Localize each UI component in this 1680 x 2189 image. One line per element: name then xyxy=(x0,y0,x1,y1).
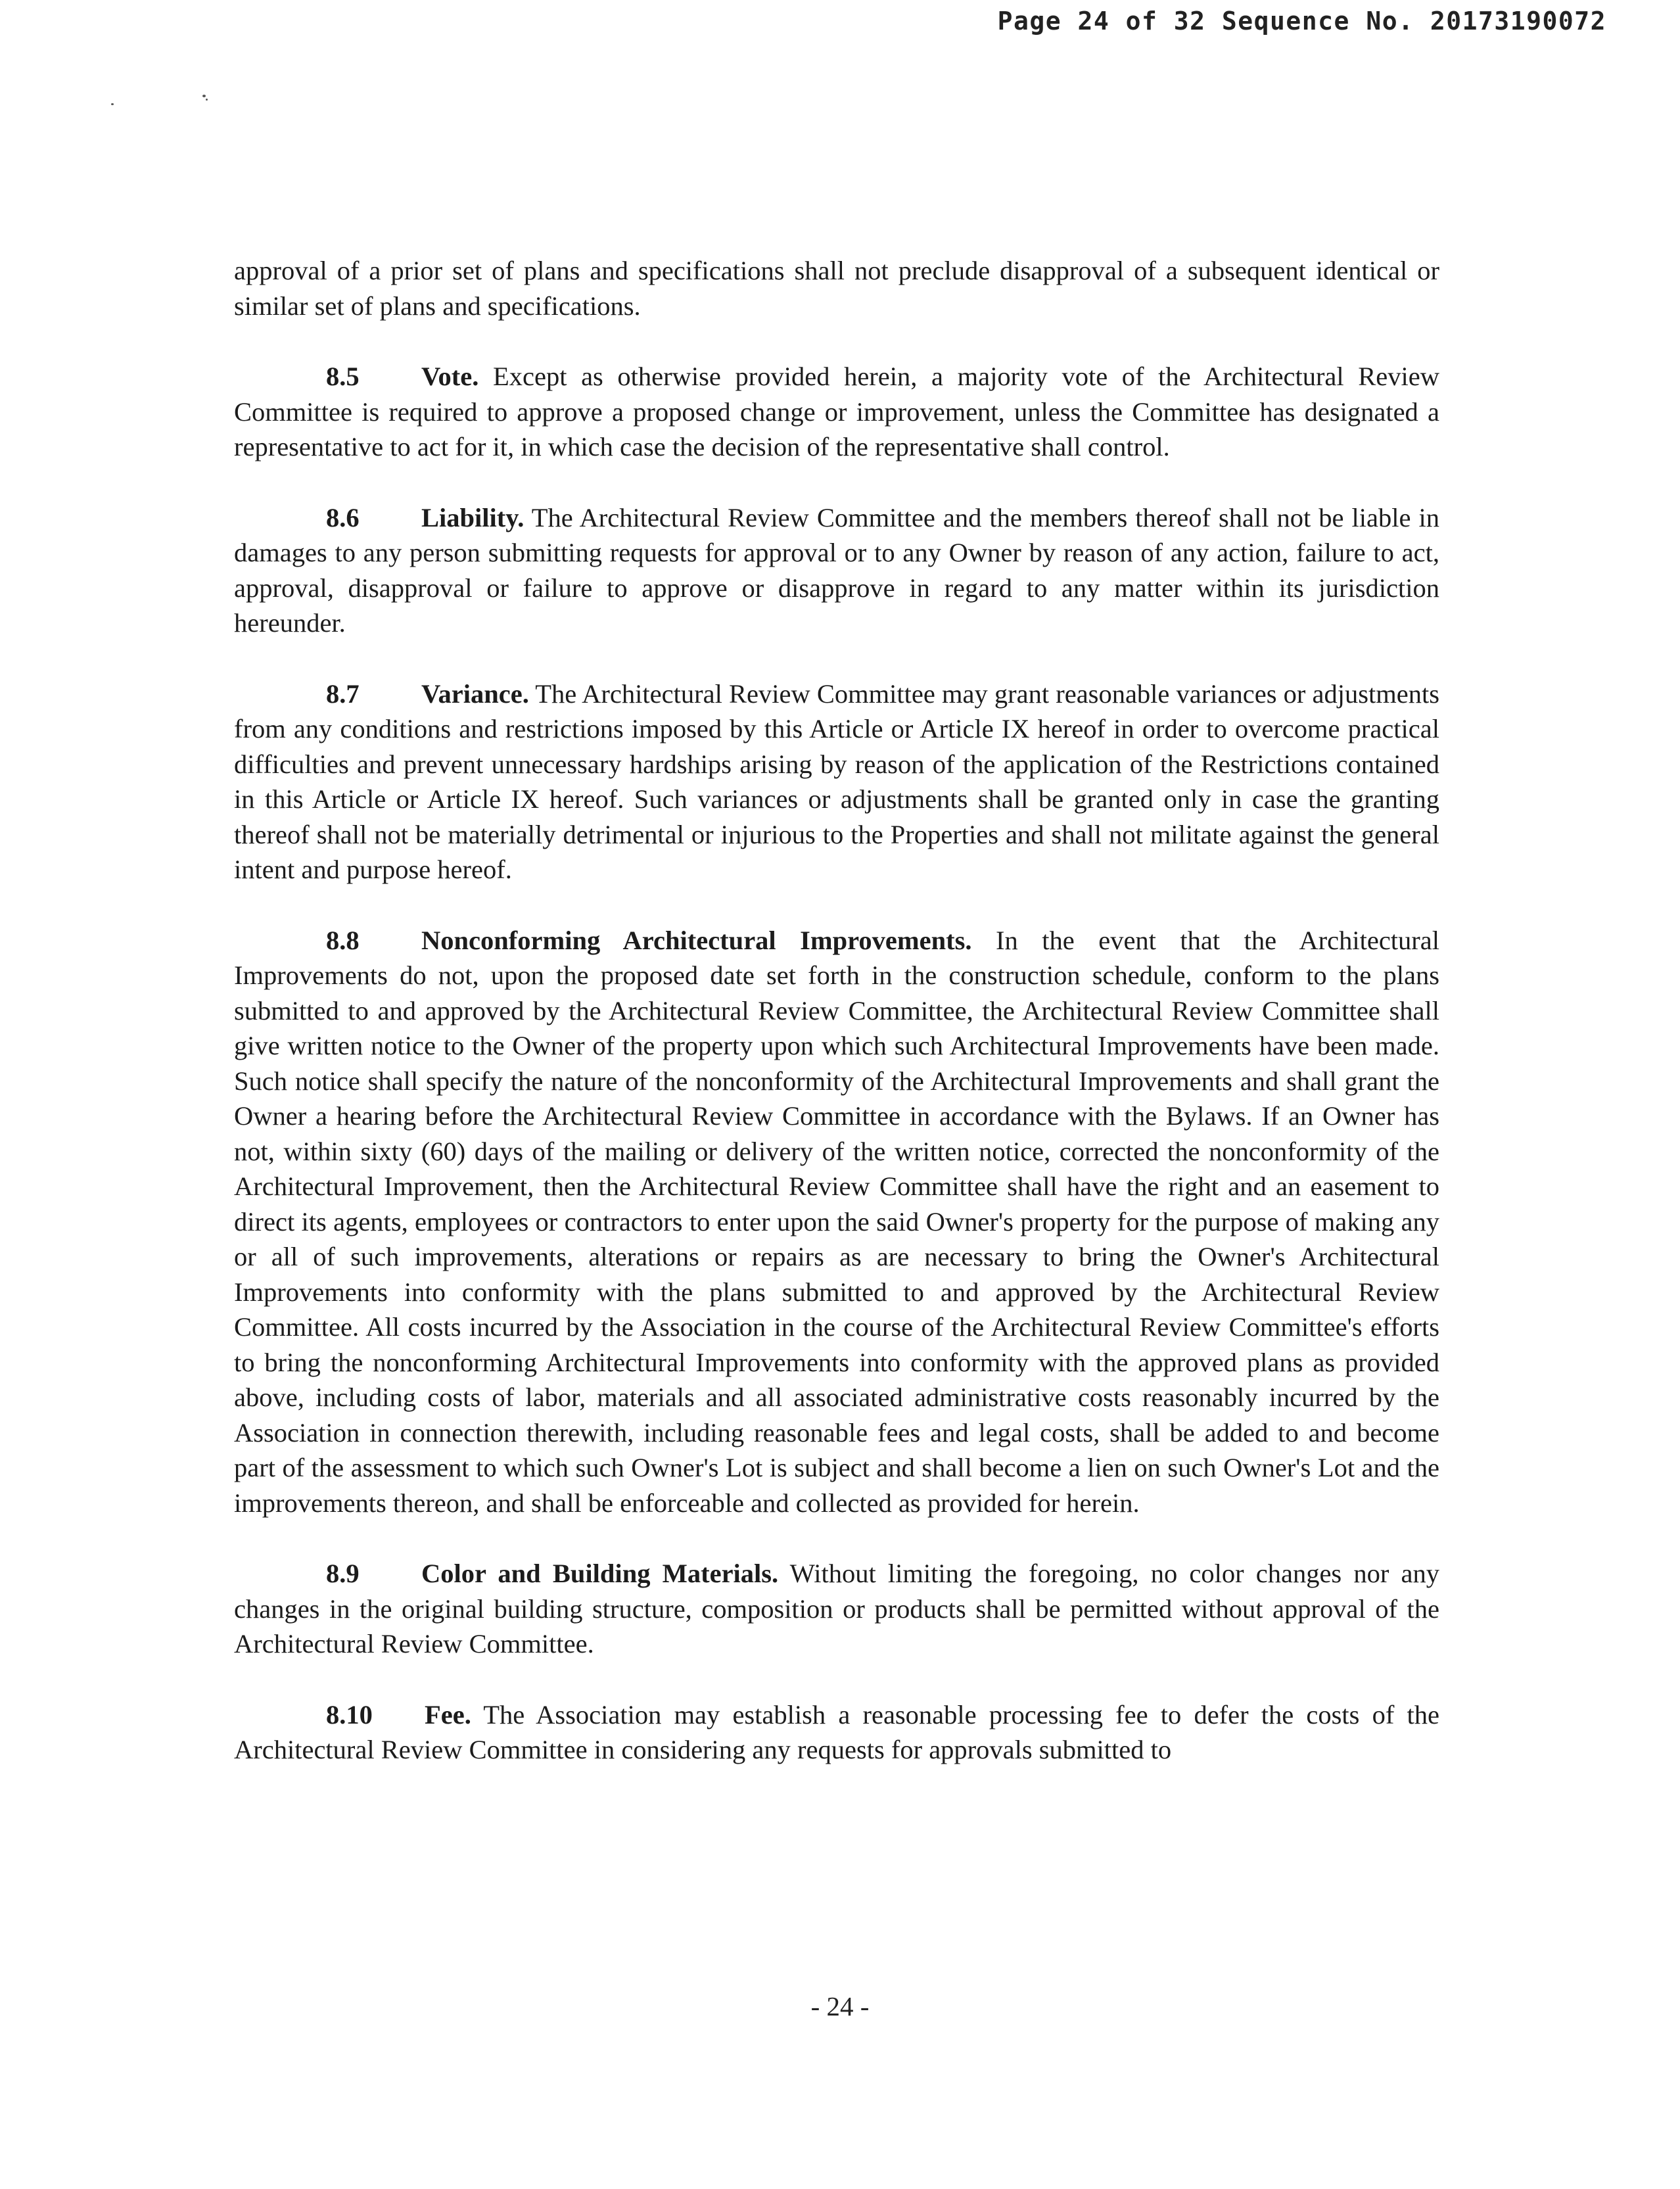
scan-speck xyxy=(202,95,206,97)
section-text: The Architectural Review Committee and the members thereof shall not be liable in damages to any person submitting requests for approval or to any Owner by reason of any action, failure to act, approval, disapproval or failure to approve or disapprove in regard to any matter within its jurisdiction hereunder. xyxy=(234,502,1439,638)
section-heading: Fee. xyxy=(425,1699,471,1730)
scan-speck xyxy=(111,103,114,105)
page-number: - 24 - xyxy=(810,1991,870,2021)
section-number: 8.9 xyxy=(326,1559,360,1588)
section-text: Except as otherwise provided herein, a majority vote of the Architectural Review Committee is required to approve a proposed change or improvement, unless the Committee has designated a representative to act for it, in which case the decision of the representative shall control. xyxy=(234,362,1439,461)
section-heading: Variance. xyxy=(421,678,529,709)
section-heading: Color and Building Materials. xyxy=(421,1559,779,1588)
section-8-9 xyxy=(234,1556,1439,1662)
scan-speck xyxy=(206,99,208,101)
section-text: The Association may establish a reasonable processing fee to defer the costs of the Architectural Review Committee in considering any requests for approvals submitted to xyxy=(234,1699,1439,1764)
page-sequence-stamp: Page 24 of 32 Sequence No. 20173190072 xyxy=(997,7,1606,35)
section-number: 8.7 xyxy=(326,678,360,709)
section-number: 8.6 xyxy=(326,502,360,532)
section-heading: Nonconforming Architectural Improvements. xyxy=(421,925,972,955)
document-body xyxy=(234,253,1439,1803)
section-8-5 xyxy=(234,359,1439,465)
section-text: The Architectural Review Committee may grant reasonable variances or adjustments from any conditions and restrictions imposed by this Article or Article IX hereof in order to overcome practical difficulties and prevent unnecessary hardships arising by reason of the application of the Restrictions contained in this Article or Article IX hereof. Such variances or adjustments shall be granted only in case the granting thereof shall not be materially detrimental or injurious to the Properties and shall not militate against the general intent and purpose hereof. xyxy=(234,678,1439,884)
section-8-6 xyxy=(234,500,1439,641)
section-text: In the event that the Architectural Improvements do not, upon the proposed date set forth in the construction schedule, conform to the plans submitted to and approved by the Architectural Review Committee, the Architectural Review Committee shall give written notice to the Owner of the property upon which such Architectural Improvements have been made. Such notice shall specify the nature of the nonconformity of the Architectural Improvements and shall grant the Owner a hearing before the Architectural Review Committee in accordance with the Bylaws. If an Owner has not, within sixty (60) days of the mailing or delivery of the written notice, corrected the nonconformity of the Architectural Improvement, then the Architectural Review Committee shall have the right and an easement to direct its agents, employees or contractors to enter upon the said Owner's property for the purpose of making any or all of such improvements, alterations or repairs as are necessary to bring the Owner's Architectural Improvements into conformity with the plans submitted to and approved by the Architectural Review Committee. All costs incurred by the Association in the course of the Architectural Review Committee's efforts to bring the nonconforming Architectural Improvements into conformity with the approved plans as provided above, including costs of labor, materials and all associated administrative costs reasonably incurred by the Association in connection therewith, including reasonable fees and legal costs, shall be added to and become part of the assessment to which such Owner's Lot is subject and shall become a lien on such Owner's Lot and the improvements thereon, and shall be enforceable and collected as provided for herein. xyxy=(234,925,1440,1518)
section-number: 8.5 xyxy=(326,362,360,391)
section-number: 8.10 xyxy=(326,1699,373,1730)
section-text: Without limiting the foregoing, no color changes nor any changes in the original building structure, composition or products shall be permitted without approval of the Architectural Review Committee. xyxy=(234,1559,1439,1659)
section-heading: Vote. xyxy=(421,362,479,391)
continuation-paragraph: approval of a prior set of plans and specifications shall not preclude disapproval of a subsequent identical or similar set of plans and specifications. xyxy=(234,256,1439,321)
section-8-8 xyxy=(234,923,1439,1521)
section-number: 8.8 xyxy=(326,925,360,955)
section-heading: Liability. xyxy=(421,502,525,532)
section-8-10 xyxy=(234,1697,1439,1768)
section-8-7 xyxy=(234,676,1439,887)
